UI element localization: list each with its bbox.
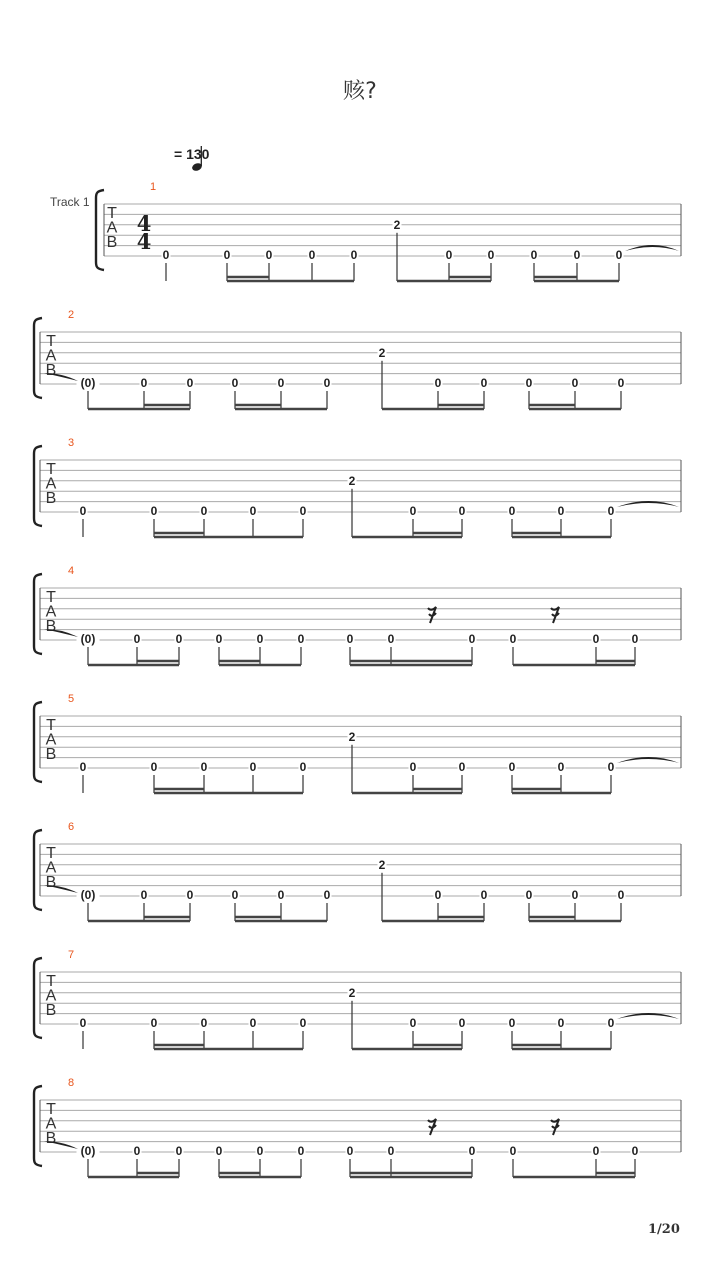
tab-clef-letter: A [45, 1115, 57, 1133]
system-bracket [34, 1086, 42, 1166]
fret-number: 0 [617, 888, 625, 902]
fret-number: 0 [571, 376, 579, 390]
fret-number: 0 [277, 888, 285, 902]
fret-number: 0 [508, 760, 516, 774]
fret-number: 0 [458, 1016, 466, 1030]
fret-number: 0 [387, 1144, 395, 1158]
fret-number: 0 [631, 1144, 639, 1158]
system-bracket [34, 830, 42, 910]
fret-number: 2 [348, 729, 356, 744]
tab-clef-letter: B [45, 1002, 57, 1019]
fret-number: 0 [434, 376, 442, 390]
fret-number: 0 [592, 632, 600, 646]
measure-number: 8 [67, 1077, 75, 1089]
measure-number: 2 [67, 309, 75, 321]
tab-clef-letter: B [45, 362, 57, 379]
measure-number: 7 [67, 949, 75, 961]
tab-system [34, 309, 681, 409]
fret-number: 0 [631, 632, 639, 646]
sixteenth-rest [551, 607, 559, 623]
fret-number: 0 [458, 760, 466, 774]
fret-number: 0 [265, 248, 273, 262]
system-bracket [34, 318, 42, 398]
fret-number: (0) [80, 376, 96, 390]
measure-number: 4 [67, 565, 75, 577]
fret-number: 0 [223, 248, 231, 262]
tab-clef-letter: T [46, 717, 56, 734]
fret-number: 0 [79, 760, 87, 774]
sixteenth-rest [551, 1119, 559, 1135]
tab-clef-letter: A [45, 859, 57, 877]
fret-number: 0 [308, 248, 316, 262]
tab-system [34, 565, 681, 665]
fret-number: 0 [445, 248, 453, 262]
fret-number: 0 [557, 760, 565, 774]
tab-system [34, 437, 681, 537]
fret-number: 0 [186, 888, 194, 902]
fret-number: 0 [297, 1144, 305, 1158]
tab-clef-letter: T [46, 333, 56, 350]
fret-number: 0 [299, 504, 307, 518]
tempo-marking: = 130 [174, 146, 210, 162]
fret-number: 0 [573, 248, 581, 262]
fret-number: 0 [231, 888, 239, 902]
fret-number: 0 [592, 1144, 600, 1158]
fret-number: 0 [249, 760, 257, 774]
tab-system [34, 1077, 681, 1177]
track-label: Track 1 [50, 195, 90, 209]
fret-number: 0 [525, 888, 533, 902]
fret-number: 2 [393, 217, 401, 232]
fret-number: 0 [480, 376, 488, 390]
fret-number: 0 [458, 504, 466, 518]
tab-clef-letter: T [46, 461, 56, 478]
fret-number: 0 [297, 632, 305, 646]
page-number: 1/20 [648, 1222, 680, 1237]
fret-number: (0) [80, 888, 96, 902]
fret-number: 0 [607, 504, 615, 518]
fret-number: 0 [231, 376, 239, 390]
system-bracket [34, 958, 42, 1038]
sixteenth-rest [428, 607, 436, 623]
measure-number: 3 [67, 437, 75, 449]
system-bracket [34, 702, 42, 782]
fret-number: 0 [256, 632, 264, 646]
fret-number: 0 [509, 632, 517, 646]
fret-number: 0 [249, 504, 257, 518]
measure-number: 1 [149, 181, 157, 193]
fret-number: 0 [434, 888, 442, 902]
fret-number: 0 [323, 888, 331, 902]
fret-number: 0 [200, 760, 208, 774]
tab-clef-letter: A [45, 731, 57, 749]
tab-system [96, 181, 681, 281]
fret-number: 0 [249, 1016, 257, 1030]
tab-clef-letter: B [45, 874, 57, 891]
fret-number: 0 [468, 1144, 476, 1158]
measure-number: 6 [67, 821, 75, 833]
tab-clef-letter: B [106, 234, 118, 251]
fret-number: 0 [277, 376, 285, 390]
fret-number: 0 [508, 1016, 516, 1030]
fret-number: 0 [387, 632, 395, 646]
fret-number: 0 [79, 504, 87, 518]
tab-clef-letter: B [45, 490, 57, 507]
fret-number: 0 [346, 632, 354, 646]
fret-number: 0 [346, 1144, 354, 1158]
fret-number: 0 [509, 1144, 517, 1158]
fret-number: 2 [378, 857, 386, 872]
time-signature-denominator: 4 [136, 229, 152, 254]
fret-number: 0 [200, 1016, 208, 1030]
system-bracket [34, 446, 42, 526]
fret-number: 0 [299, 1016, 307, 1030]
fret-number: 0 [508, 504, 516, 518]
fret-number: 0 [150, 760, 158, 774]
fret-number: 2 [348, 985, 356, 1000]
fret-number: 0 [557, 1016, 565, 1030]
fret-number: 2 [378, 345, 386, 360]
tab-system [34, 949, 681, 1049]
fret-number: 0 [530, 248, 538, 262]
fret-number: 0 [215, 632, 223, 646]
sixteenth-rest [428, 1119, 436, 1135]
fret-number: 0 [133, 632, 141, 646]
fret-number: 0 [487, 248, 495, 262]
fret-number: 0 [140, 376, 148, 390]
fret-number: 0 [525, 376, 533, 390]
fret-number: 0 [79, 1016, 87, 1030]
fret-number: 0 [175, 632, 183, 646]
fret-number: 0 [323, 376, 331, 390]
fret-number: 0 [617, 376, 625, 390]
time-signature-numerator: 4 [136, 211, 152, 236]
tab-system [34, 821, 681, 921]
tab-clef-letter: A [45, 347, 57, 365]
fret-number: 0 [607, 1016, 615, 1030]
tab-clef-letter: T [46, 845, 56, 862]
fret-number: 0 [571, 888, 579, 902]
fret-number: 0 [409, 1016, 417, 1030]
tab-clef-letter: T [46, 1101, 56, 1118]
fret-number: 0 [215, 1144, 223, 1158]
tab-clef-letter: A [45, 987, 57, 1005]
fret-number: 0 [140, 888, 148, 902]
tab-clef-letter: B [45, 618, 57, 635]
fret-number: 0 [299, 760, 307, 774]
tab-clef-letter: B [45, 746, 57, 763]
tab-system [34, 693, 681, 793]
fret-number: 0 [350, 248, 358, 262]
fret-number: 0 [175, 1144, 183, 1158]
fret-number: 0 [200, 504, 208, 518]
fret-number: 0 [480, 888, 488, 902]
tab-clef-letter: T [107, 205, 117, 222]
fret-number: 0 [607, 760, 615, 774]
fret-number: 0 [256, 1144, 264, 1158]
fret-number: 0 [133, 1144, 141, 1158]
tab-clef-letter: A [106, 219, 118, 237]
fret-number: 0 [557, 504, 565, 518]
system-bracket [34, 574, 42, 654]
fret-number: (0) [80, 632, 96, 646]
score-title: 赅? [343, 79, 377, 104]
fret-number: 2 [348, 473, 356, 488]
fret-number: 0 [409, 760, 417, 774]
fret-number: 0 [186, 376, 194, 390]
fret-number: 0 [409, 504, 417, 518]
system-bracket [96, 190, 104, 270]
tab-clef-letter: A [45, 603, 57, 621]
fret-number: 0 [468, 632, 476, 646]
tab-clef-letter: B [45, 1130, 57, 1147]
fret-number: 0 [150, 504, 158, 518]
fret-number: 0 [150, 1016, 158, 1030]
tab-clef-letter: T [46, 589, 56, 606]
tab-clef-letter: A [45, 475, 57, 493]
measure-number: 5 [67, 693, 75, 705]
tab-clef-letter: T [46, 973, 56, 990]
fret-number: 0 [162, 248, 170, 262]
fret-number: 0 [615, 248, 623, 262]
fret-number: (0) [80, 1144, 96, 1158]
